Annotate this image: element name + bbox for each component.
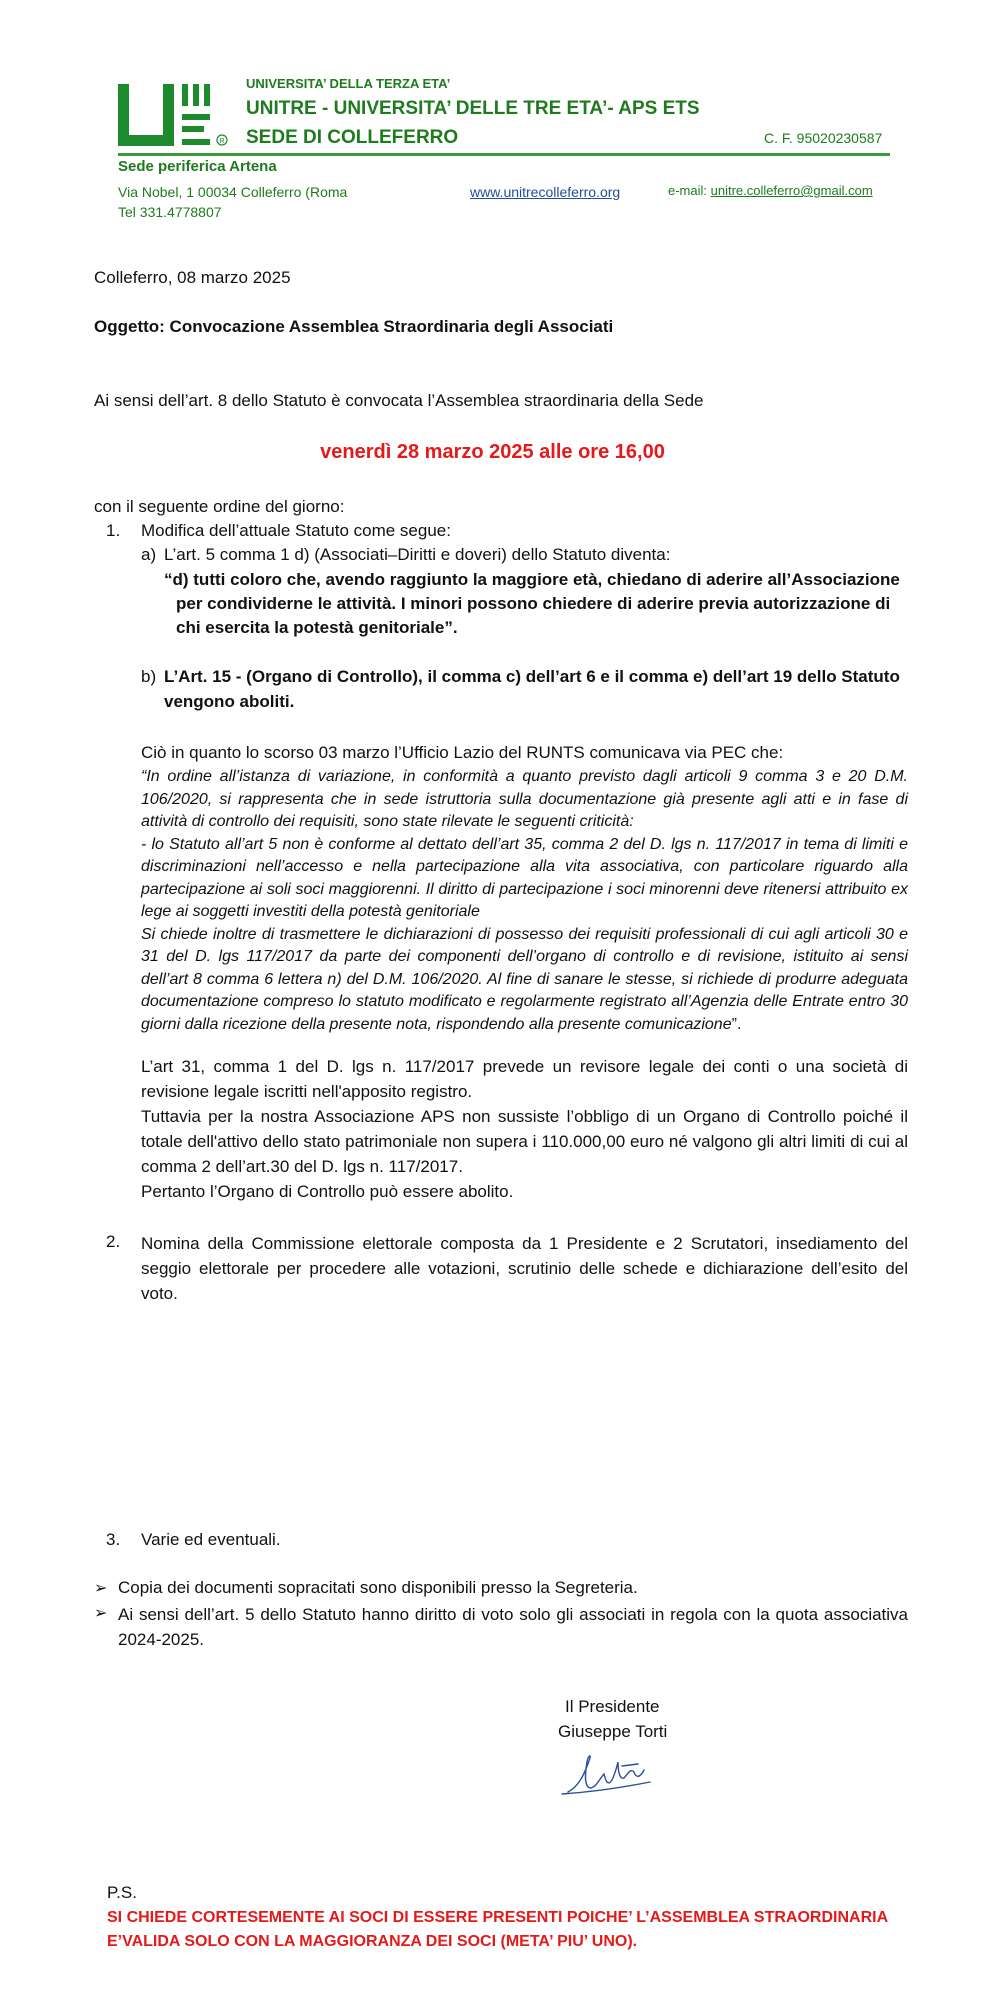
email-link[interactable]: unitre.colleferro@gmail.com [710, 183, 873, 198]
signature-name: Giuseppe Torti [558, 1722, 668, 1741]
agenda-item-2-number: 2. [106, 1232, 121, 1251]
agenda-intro: con il seguente ordine del giorno: [94, 497, 345, 516]
item-b-label: b) [141, 667, 157, 686]
letter-subject [94, 317, 613, 337]
header-codice-fiscale: C. F. 95020230587 [764, 130, 883, 146]
header-sede-periferica: Sede periferica Artena [118, 158, 277, 175]
letter-intro: Ai sensi dell’art. 8 dello Statuto è convocata l’Assemblea straordinaria della Sede [94, 391, 704, 410]
bullet-1-text: Copia dei documenti sopracitati sono disponibili presso la Segreteria. [118, 1578, 638, 1597]
pec-quote-paragraph-1: “In ordine all’istanza di variazione, in conformità a quanto previsto dagli articoli 9 comma 3 e 20 D.M. 106/2020, si rappresenta che in sede istruttoria sulla documentazione già presente agli atti e in fase di attività di controllo dei requisiti, sono state rilevate le seguenti criticità: [141, 768, 908, 830]
item-a-text: L’art. 5 comma 1 d) (Associati–Diritti e doveri) dello Statuto diventa: [164, 545, 671, 564]
header-phone: Tel 331.4778807 [118, 204, 222, 220]
art31-block [141, 1054, 908, 1204]
header-unitre-title: UNITRE - UNIVERSITA’ DELLE TRE ETA’- APS ETS [246, 98, 700, 119]
arrow-bullet-icon: ➢ [94, 1605, 108, 1622]
pec-quote-end: ”. [731, 1015, 742, 1033]
item-b-text-line-2: vengono aboliti. [164, 692, 295, 711]
item-a-quote-line-2: per condividerne le attività. I minori possono chiedere di aderire previa autorizzazione di [176, 594, 891, 613]
header-university-line: UNIVERSITA’ DELLA TERZA ETA’ [246, 76, 451, 91]
item-a-label: a) [141, 545, 157, 564]
svg-text:R: R [219, 138, 225, 145]
art31-paragraph-2: Tuttavia per la nostra Associazione APS non sussiste l’obbligo di un Organo di Controllo poiché il totale dell'attivo dello stato patrimoniale non supera i 110.000,00 euro né valgono gli altri limiti di cui al comma 2 dell’art.30 del D. lgs n. 117/2017. [141, 1107, 908, 1176]
unitre-logo [118, 82, 234, 148]
pec-quote-paragraph-3 [141, 924, 908, 1037]
pec-quote [141, 766, 908, 1036]
art31-paragraph-1: L’art 31, comma 1 del D. lgs n. 117/2017 prevede un revisore legale dei conti o una società di revisione legale iscritti nell'apposito registro. [141, 1057, 908, 1101]
header-email [668, 183, 873, 198]
item-a-quote-line-1: “d) tutti coloro che, avendo raggiunto la maggiore età, chiedano di aderire all’Associazione [164, 570, 900, 589]
agenda-item-1-text: Modifica dell’attuale Statuto come segue: [141, 521, 451, 540]
art31-paragraph-3: Pertanto l’Organo di Controllo può essere abolito. [141, 1182, 514, 1201]
subject-label: Oggetto [94, 317, 160, 336]
agenda-item-2-text: Nomina della Commissione elettorale composta da 1 Presidente e 2 Scrutatori, insediamento del seggio elettorale per procedere alle votazioni, scrutinio delle schede e dichiarazione dell’esito del voto. [141, 1234, 908, 1303]
ps-label: P.S. [107, 1883, 137, 1902]
signature-title: Il Presidente [565, 1697, 660, 1716]
arrow-bullet-icon: ➢ [94, 1580, 108, 1597]
agenda-item-1-number: 1. [106, 521, 121, 540]
header-divider [118, 153, 890, 156]
meeting-datetime: venerdì 28 marzo 2025 alle ore 16,00 [320, 441, 665, 463]
header-website-link[interactable]: www.unitrecolleferro.org [470, 184, 621, 200]
header-address: Via Nobel, 1 00034 Colleferro (Roma [118, 184, 348, 200]
agenda-item-3-text: Varie ed eventuali. [141, 1530, 281, 1549]
handwritten-signature [560, 1748, 660, 1798]
email-label: e-mail: [668, 183, 711, 198]
item-a-quote-line-3: chi esercita la potestà genitoriale”. [176, 618, 458, 637]
agenda-item-3-number: 3. [106, 1530, 121, 1549]
bullet-2-text: Ai sensi dell’art. 5 dello Statuto hanno diritto di voto solo gli associati in regola con la quota associativa 2024-2025. [118, 1605, 908, 1649]
subject-text: : Convocazione Assemblea Straordinaria degli Associati [159, 317, 614, 336]
ps-text: SI CHIEDE CORTESEMENTE AI SOCI DI ESSERE PRESENTI POICHE’ L’ASSEMBLEA STRAORDINARIA E’VALIDA SOLO CON LA MAGGIORANZA DEI SOCI (META’ PIU’ UNO). [107, 1909, 888, 1950]
item-b-text-line-1: L’Art. 15 - (Organo di Controllo), il comma c) dell’art 6 e il comma e) dell’art 19 dello Statuto [164, 667, 900, 686]
pec-quote-paragraph-3-text: Si chiede inoltre di trasmettere le dichiarazioni di possesso dei requisiti professionali di cui agli articoli 30 e 31 del D. lgs 117/2017 da parte dei componenti dell’organo di controllo e di revisione, istituito ai sensi dell’art 8 comma 6 lettera n) del D.M. 106/2020. Al fine di sanare le stesse, si richiede di produrre adeguata documentazione compreso lo statuto modificato e regolarmente registrato all’Agenzia delle Entrate entro 30 giorni dalla ricezione della presente nota, rispondendo alla presente comunicazione [141, 925, 908, 1033]
letter-date: Colleferro, 08 marzo 2025 [94, 268, 291, 287]
pec-quote-paragraph-2: - lo Statuto all’art 5 non è conforme al dettato dell’art 35, comma 2 del D. lgs n. 117/2017 in tema di limiti e discriminazioni nell’accesso e nella partecipazione alla vita associativa, con particolare riguardo alla partecipazione ai soli soci maggiorenni. Il diritto di partecipazione i soci minorenni deve ritenersi attribuito ex lege ai soggetti investiti della potestà genitoriale [141, 835, 908, 920]
header-sede-title: SEDE DI COLLEFERRO [246, 127, 459, 148]
pec-intro: Ciò in quanto lo scorso 03 marzo l’Ufficio Lazio del RUNTS comunicava via PEC che: [141, 743, 784, 762]
